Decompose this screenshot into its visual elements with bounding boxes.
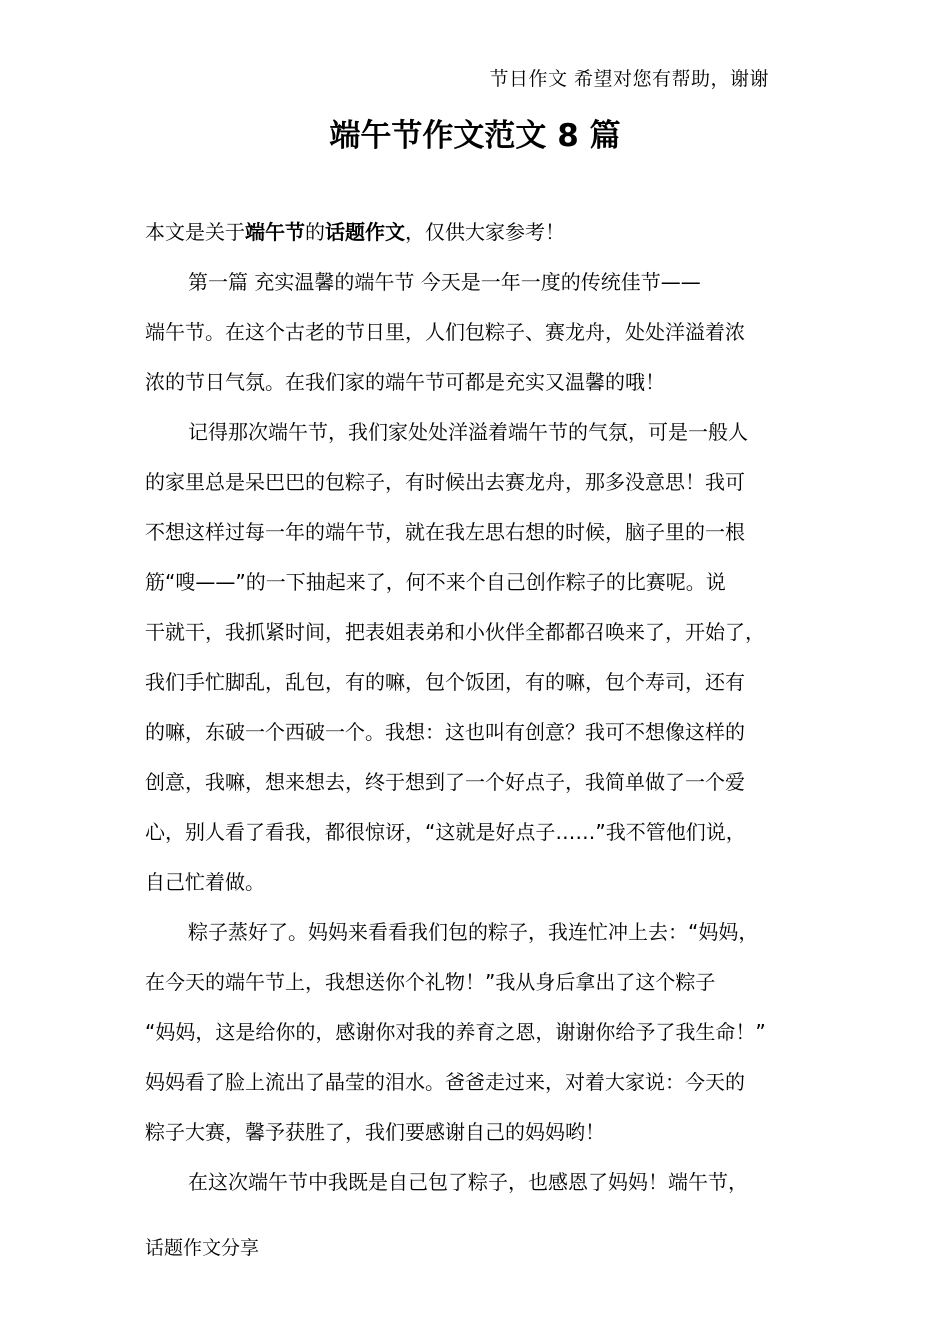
paragraph-line: 的家里总是呆巴巴的包粽子，有时候出去赛龙舟，那多没意思！我可 [145,470,745,494]
paragraph-line: 干就干，我抓紧时间，把表姐表弟和小伙伴全都都召唤来了，开始了， [145,620,765,644]
paragraph-line: 妈妈看了脸上流出了晶莹的泪水。爸爸走过来，对着大家说：今天的 [145,1070,745,1094]
intro-prefix: 本文是关于 [145,220,245,244]
page-footer: 话题作文分享 [145,1237,260,1259]
intro-keyword-festival: 端午节 [245,220,305,244]
paragraph-line: 筋“嗖——”的一下抽起来了，何不来个自己创作粽子的比赛呢。说 [145,570,726,594]
intro-line [145,207,813,257]
paragraph-line: 自己忙着做。 [145,870,265,894]
page-title: 端午节作文范文 8 篇 [329,118,621,154]
paragraph-line: 端午节。在这个古老的节日里，人们包粽子、赛龙舟，处处洋溢着浓 [145,320,745,344]
intro-suffix: ，仅供大家参考！ [405,220,565,244]
paragraph-line: 心，别人看了看我，都很惊讶，“这就是好点子……”我不管他们说， [145,820,746,844]
intro-keyword-topic: 话题作文 [325,220,405,244]
paragraph-line: 第一篇 充实温馨的端午节 今天是一年一度的传统佳节—— [188,270,701,294]
page-header: 节日作文 希望对您有帮助，谢谢 [489,68,769,90]
paragraph-line: 在今天的端午节上，我想送你个礼物！”我从身后拿出了这个粽子 [145,970,716,994]
paragraph-line: 的嘛，东破一个西破一个。我想：这也叫有创意？我可不想像这样的 [145,720,745,744]
paragraph-line: “妈妈，这是给你的，感谢你对我的养育之恩，谢谢你给予了我生命！” [145,1020,766,1044]
intro-middle: 的 [305,220,325,244]
paragraph-line: 浓的节日气氛。在我们家的端午节可都是充实又温馨的哦！ [145,370,665,394]
paragraph-line: 在这次端午节中我既是自己包了粽子，也感恩了妈妈！端午节， [188,1170,748,1194]
article-body [145,207,813,1207]
paragraph-line: 粽子蒸好了。妈妈来看看我们包的粽子，我连忙冲上去：“妈妈， [188,920,759,944]
paragraph-line: 不想这样过每一年的端午节，就在我左思右想的时候，脑子里的一根 [145,520,745,544]
paragraph-line: 我们手忙脚乱，乱包，有的嘛，包个饭团，有的嘛，包个寿司，还有 [145,670,745,694]
paragraph-line: 创意，我嘛，想来想去，终于想到了一个好点子，我简单做了一个爱 [145,770,745,794]
paragraph-line: 粽子大赛，馨予获胜了，我们要感谢自己的妈妈哟！ [145,1120,605,1144]
paragraph-line: 记得那次端午节，我们家处处洋溢着端午节的气氛，可是一般人 [188,420,748,444]
